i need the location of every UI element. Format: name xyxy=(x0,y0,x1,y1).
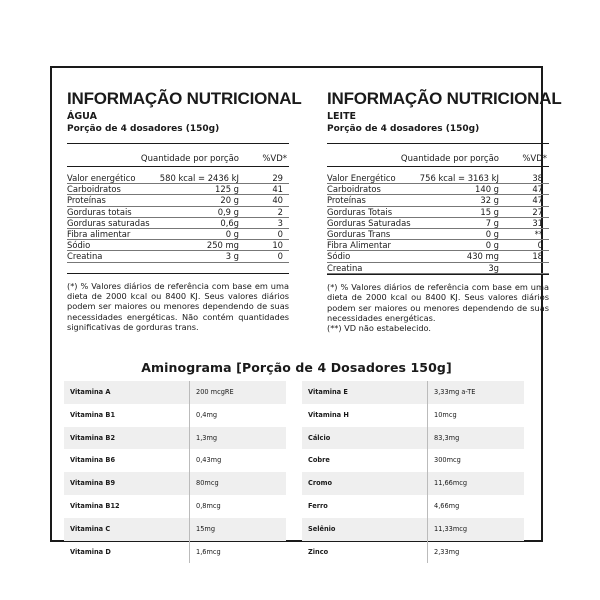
nutrient-quantity: 0 g xyxy=(485,240,499,251)
nutrient-row xyxy=(327,240,549,251)
aminogram-title: Aminograma [Porção de 4 Dosadores 150g] xyxy=(141,360,452,375)
nutrient-quantity: 430 mg xyxy=(466,251,499,262)
aminogram-item-value: 10mcg xyxy=(434,410,457,419)
aminogram-row xyxy=(302,541,524,564)
divider xyxy=(327,274,549,275)
nutrient-name: Gorduras Totais xyxy=(327,206,393,217)
aminogram-row xyxy=(64,427,286,450)
nutrient-quantity: 7 g xyxy=(485,217,499,228)
nutrient-row xyxy=(327,173,549,184)
nutrient-name: Sódio xyxy=(327,251,351,262)
nutrient-quantity: 0,6g xyxy=(220,217,239,228)
footnote-vd: (*) % Valores diários de referência com base em uma dieta de 2000 kcal ou 8400 KJ. Seus valores diários podem ser maiores ou menores dependendo de suas necessidades energéticas. xyxy=(327,281,549,323)
nutrient-row xyxy=(327,229,549,240)
aminogram-row xyxy=(64,541,286,564)
nutrient-row xyxy=(67,229,289,240)
nutrient-row xyxy=(327,263,549,274)
nutrient-name: Gorduras saturadas xyxy=(67,217,150,228)
nutrient-row xyxy=(327,251,549,262)
nutrient-row xyxy=(67,207,289,218)
aminogram-item-value: 200 mcgRE xyxy=(196,388,234,396)
aminogram-item-name: Vitamina B1 xyxy=(70,410,116,419)
nutrient-quantity: 32 g xyxy=(480,195,499,206)
divider xyxy=(67,143,289,144)
nutrient-vd: 41 xyxy=(272,184,283,195)
nutrient-row xyxy=(67,184,289,195)
aminogram-row xyxy=(302,427,524,450)
aminogram-row xyxy=(64,518,286,541)
aminogram-item-value: 15mg xyxy=(196,524,215,533)
nutrient-vd: 2 xyxy=(277,206,283,217)
column-divider xyxy=(427,472,428,495)
table-header xyxy=(67,152,289,166)
nutrient-vd: 10 xyxy=(272,240,283,251)
column-divider xyxy=(427,518,428,541)
nutrient-name: Gorduras totais xyxy=(67,206,132,217)
nutrient-row xyxy=(327,195,549,206)
aminogram-item-name: Vitamina B9 xyxy=(70,479,116,488)
aminogram-item-name: Vitamina C xyxy=(70,524,111,533)
nutrient-name: Creatina xyxy=(327,262,363,273)
nutrient-quantity: 580 kcal = 2436 kJ xyxy=(159,173,239,183)
panel-agua xyxy=(67,89,302,333)
aminogram-item-value: 0,4mg xyxy=(196,410,218,419)
aminogram-item-value: 0,8mcg xyxy=(196,501,221,510)
aminogram-row xyxy=(302,518,524,541)
aminogram-row xyxy=(302,381,524,404)
aminogram-item-value: 80mcg xyxy=(196,479,219,488)
nutrition-label-frame xyxy=(50,66,562,556)
column-divider xyxy=(189,381,190,404)
aminogram-item-name: Vitamina A xyxy=(70,388,111,396)
nutrient-rows xyxy=(67,173,289,263)
nutrient-name: Valor Energético xyxy=(327,173,396,183)
column-divider xyxy=(427,495,428,518)
nutrient-quantity: 20 g xyxy=(220,195,239,206)
column-divider xyxy=(189,449,190,472)
aminogram-row xyxy=(64,495,286,518)
column-divider xyxy=(189,495,190,518)
aminogram-item-value: 2,33mg xyxy=(434,547,460,556)
divider xyxy=(67,166,289,167)
divider xyxy=(67,273,289,274)
nutrient-vd: 38 xyxy=(532,173,543,183)
aminogram-item-name: Cromo xyxy=(308,479,333,488)
aminogram-row xyxy=(302,449,524,472)
aminogram-item-value: 300mcg xyxy=(434,456,461,465)
nutrient-row xyxy=(327,184,549,195)
nutrient-vd: 47 xyxy=(532,195,543,206)
footnote-vd: (*) % Valores diários de referência com base em uma dieta de 2000 kcal ou 8400 KJ. Seus valores diários podem ser maiores ou menores dependendo de suas necessidades energéticas. Não contém quantidades significativas de gorduras trans. xyxy=(67,280,289,333)
nutrient-name: Creatina xyxy=(67,251,103,262)
nutrient-vd: 47 xyxy=(532,184,543,195)
nutrient-name: Carboidratos xyxy=(67,184,121,195)
panel-leite xyxy=(327,89,562,334)
divider xyxy=(327,143,549,144)
nutrient-quantity: 0,9 g xyxy=(217,206,239,217)
nutrient-vd: 18 xyxy=(532,251,543,262)
panel-subtitle: ÁGUA xyxy=(67,111,97,122)
nutrient-vd: ** xyxy=(534,228,543,239)
nutrient-vd: 27 xyxy=(532,206,543,217)
aminogram-row xyxy=(302,472,524,495)
aminogram-row xyxy=(64,381,286,404)
nutrient-vd: 29 xyxy=(272,173,283,183)
aminogram-item-value: 4,66mg xyxy=(434,501,460,510)
aminogram-item-value: 0,43mg xyxy=(196,456,222,465)
header-vd: %VD* xyxy=(262,154,287,164)
header-quantity: Quantidade por porção xyxy=(400,154,499,164)
column-divider xyxy=(427,449,428,472)
nutrient-quantity: 3g xyxy=(488,262,499,273)
nutrient-name: Gorduras Trans xyxy=(327,228,391,239)
nutrient-row xyxy=(327,218,549,229)
nutrient-quantity: 756 kcal = 3163 kJ xyxy=(419,173,499,183)
nutrient-name: Proteínas xyxy=(67,195,106,206)
table-header xyxy=(327,152,549,166)
nutrient-row xyxy=(67,240,289,251)
column-divider xyxy=(189,427,190,450)
nutrient-name: Sódio xyxy=(67,240,91,251)
aminogram-item-name: Vitamina E xyxy=(308,388,348,396)
aminogram-item-name: Selênio xyxy=(308,524,336,533)
portion-text: Porção de 4 dosadores (150g) xyxy=(327,124,480,134)
column-divider xyxy=(189,518,190,541)
nutrient-vd: 3 xyxy=(277,217,283,228)
header-vd: %VD* xyxy=(522,154,547,164)
aminogram-item-name: Zinco xyxy=(308,547,329,556)
nutrient-name: Gorduras Saturadas xyxy=(327,217,411,228)
nutrient-quantity: 3 g xyxy=(225,251,239,262)
aminogram-item-value: 11,66mcg xyxy=(434,479,468,488)
nutrient-row xyxy=(67,195,289,206)
nutrient-vd: 0 xyxy=(277,228,283,239)
aminogram-item-name: Vitamina B6 xyxy=(70,456,116,465)
column-divider xyxy=(427,427,428,450)
aminogram-item-name: Vitamina B12 xyxy=(70,501,120,510)
nutrient-name: Proteínas xyxy=(327,195,366,206)
aminogram-item-name: Ferro xyxy=(308,501,328,510)
aminogram-item-value: 83,3mg xyxy=(434,433,460,442)
nutrient-quantity: 15 g xyxy=(480,206,499,217)
nutrient-row xyxy=(67,218,289,229)
nutrient-quantity: 0 g xyxy=(225,228,239,239)
nutrient-row xyxy=(327,207,549,218)
aminogram-item-name: Cálcio xyxy=(308,433,331,442)
aminogram-table-right xyxy=(302,381,524,563)
header-quantity: Quantidade por porção xyxy=(140,154,239,164)
aminogram-item-name: Vitamina B2 xyxy=(70,433,116,442)
panel-subtitle: LEITE xyxy=(327,111,357,122)
nutrient-vd: 0 xyxy=(277,251,283,262)
nutrient-name: Valor energético xyxy=(67,173,136,183)
nutrient-vd: 40 xyxy=(272,195,283,206)
aminogram-row xyxy=(64,404,286,427)
nutrient-name: Fibra alimentar xyxy=(67,228,131,239)
panel-title: INFORMAÇÃO NUTRICIONAL xyxy=(327,89,562,108)
aminogram-table-left xyxy=(64,381,286,563)
aminogram-item-value: 3,33mg a-TE xyxy=(434,388,476,396)
nutrient-vd: 31 xyxy=(532,217,543,228)
aminogram-row xyxy=(302,495,524,518)
nutrient-quantity: 140 g xyxy=(475,184,499,195)
aminogram-row xyxy=(302,404,524,427)
nutrient-quantity: 125 g xyxy=(215,184,239,195)
aminogram-row xyxy=(64,449,286,472)
column-divider xyxy=(189,472,190,495)
aminogram-item-value: 1,6mcg xyxy=(196,547,221,556)
panel-title: INFORMAÇÃO NUTRICIONAL xyxy=(67,89,302,108)
aminogram-item-value: 11,33mcg xyxy=(434,524,468,533)
column-divider xyxy=(189,404,190,427)
nutrient-name: Carboidratos xyxy=(327,184,381,195)
nutrient-quantity: 0 g xyxy=(485,228,499,239)
nutrient-quantity: 250 mg xyxy=(206,240,239,251)
footnote-not-established: (**) VD não estabelecido. xyxy=(327,323,432,334)
nutrient-vd: 0 xyxy=(537,240,543,251)
aminogram-item-name: Vitamina D xyxy=(70,547,111,556)
footnotes xyxy=(327,282,549,334)
column-divider xyxy=(189,541,190,564)
aminogram-row xyxy=(64,472,286,495)
column-divider xyxy=(427,404,428,427)
column-divider xyxy=(427,381,428,404)
nutrient-name: Fibra Alimentar xyxy=(327,240,391,251)
portion-text: Porção de 4 dosadores (150g) xyxy=(67,124,220,134)
aminogram-item-name: Vitamina H xyxy=(308,410,349,419)
aminogram-item-name: Cobre xyxy=(308,456,330,465)
footnotes xyxy=(67,281,289,333)
nutrient-rows xyxy=(327,173,549,274)
divider xyxy=(327,166,549,167)
nutrient-row xyxy=(67,173,289,184)
nutrient-row xyxy=(67,251,289,262)
column-divider xyxy=(427,541,428,564)
aminogram-item-value: 1,3mg xyxy=(196,433,218,442)
